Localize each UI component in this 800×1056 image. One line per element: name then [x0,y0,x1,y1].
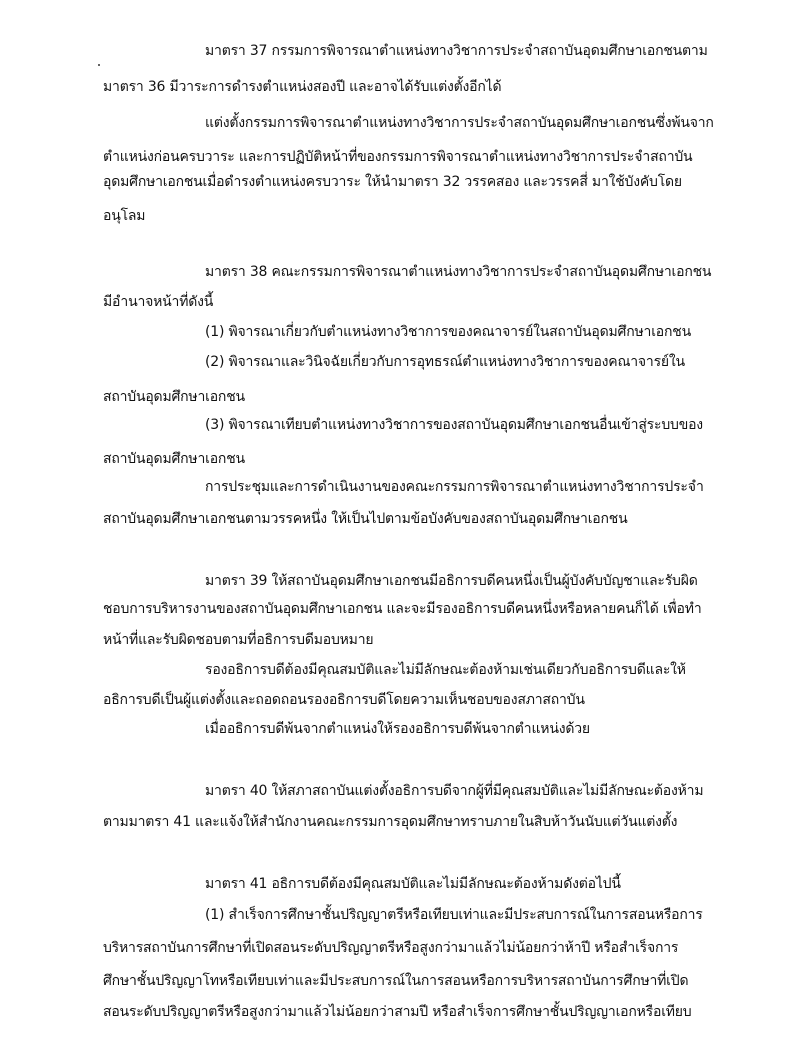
section-41-item-1-line-4: สอนระดับปริญญาตรีหรือสูงกว่ามาแล้วไม่น้อยกว่าสามปี หรือสำเร็จการศึกษาชั้นปริญญาเอกหรือเทียบ [103,1004,692,1020]
section-41-item-1-line-3: ศึกษาชั้นปริญญาโทหรือเทียบเท่าและมีประสบการณ์ในการสอนหรือการบริหารสถาบันการศึกษาที่เปิด [103,973,689,989]
section-37-line-1: มาตรา 37 กรรมการพิจารณาตำแหน่งทางวิชาการประจำสถาบันอุดมศึกษาเอกชนตาม [205,43,708,59]
section-38-para-2-line-1: การประชุมและการดำเนินงานของคณะกรรมการพิจารณาตำแหน่งทางวิชาการประจำ [205,479,704,495]
section-38-item-1: (1) พิจารณาเกี่ยวกับตำแหน่งทางวิชาการของคณาจารย์ในสถาบันอุดมศึกษาเอกชน [205,324,691,340]
section-39-line-2: ชอบการบริหารงานของสถาบันอุดมศึกษาเอกชน และจะมีรองอธิการบดีคนหนึ่งหรือหลายคนก็ได้ เพื่อทำ [103,601,702,617]
section-38-line-1: มาตรา 38 คณะกรรมการพิจารณาตำแหน่งทางวิชาการประจำสถาบันอุดมศึกษาเอกชน [205,264,712,280]
section-39-line-5: อธิการบดีเป็นผู้แต่งตั้งและถอดถอนรองอธิการบดีโดยความเห็นชอบของสภาสถาบัน [103,692,585,708]
section-39-line-6: เมื่ออธิการบดีพ้นจากตำแหน่งให้รองอธิการบดีพ้นจากตำแหน่งด้วย [205,721,590,737]
section-40-line-1: มาตรา 40 ให้สภาสถาบันแต่งตั้งอธิการบดีจากผู้ที่มีคุณสมบัติและไม่มีลักษณะต้องห้าม [205,783,704,799]
section-38-item-2-line-2: สถาบันอุดมศึกษาเอกชน [103,389,245,405]
section-37-line-6: อนุโลม [103,208,146,224]
section-38-item-3-line-2: สถาบันอุดมศึกษาเอกชน [103,451,245,467]
section-37-line-5: อุดมศึกษาเอกชนเมื่อดำรงตำแหน่งครบวาระ ให้นำมาตรา 32 วรรคสอง และวรรคสี่ มาใช้บังคับโดย [103,174,682,190]
section-41-item-1-line-1: (1) สำเร็จการศึกษาชั้นปริญญาตรีหรือเทียบเท่าและมีประสบการณ์ในการสอนหรือการ [205,907,703,923]
scan-speck [98,64,100,66]
section-39-line-3: หน้าที่และรับผิดชอบตามที่อธิการบดีมอบหมาย [103,632,374,648]
section-37-line-4: ตำแหน่งก่อนครบวาระ และการปฏิบัติหน้าที่ของกรรมการพิจารณาตำแหน่งทางวิชาการประจำสถาบัน [103,149,693,165]
section-41-item-1-line-2: บริหารสถาบันการศึกษาที่เปิดสอนระดับปริญญาตรีหรือสูงกว่ามาแล้วไม่น้อยกว่าห้าปี หรือสำเร็จการ [103,940,679,956]
section-37-line-3: แต่งตั้งกรรมการพิจารณาตำแหน่งทางวิชาการประจำสถาบันอุดมศึกษาเอกชนซึ่งพ้นจาก [205,115,714,131]
section-41-line-1: มาตรา 41 อธิการบดีต้องมีคุณสมบัติและไม่มีลักษณะต้องห้ามดังต่อไปนี้ [205,876,621,892]
section-38-item-2-line-1: (2) พิจารณาและวินิจฉัยเกี่ยวกับการอุทธรณ์ตำแหน่งทางวิชาการของคณาจารย์ใน [205,354,685,370]
section-38-line-2: มีอำนาจหน้าที่ดังนี้ [103,294,214,310]
section-38-para-2-line-2: สถาบันอุดมศึกษาเอกชนตามวรรคหนึ่ง ให้เป็นไปตามข้อบังคับของสถาบันอุดมศึกษาเอกชน [103,511,628,527]
section-39-line-1: มาตรา 39 ให้สถาบันอุดมศึกษาเอกชนมีอธิการบดีคนหนึ่งเป็นผู้บังคับบัญชาและรับผิด [205,573,698,589]
section-39-line-4: รองอธิการบดีต้องมีคุณสมบัติและไม่มีลักษณะต้องห้ามเช่นเดียวกับอธิการบดีและให้ [205,662,686,678]
section-40-line-2: ตามมาตรา 41 และแจ้งให้สำนักงานคณะกรรมการอุดมศึกษาทราบภายในสิบห้าวันนับแต่วันแต่งตั้ง [103,814,678,830]
section-38-item-3-line-1: (3) พิจารณาเทียบตำแหน่งทางวิชาการของสถาบันอุดมศึกษาเอกชนอื่นเข้าสู่ระบบของ [205,417,703,433]
section-37-line-2: มาตรา 36 มีวาระการดำรงตำแหน่งสองปี และอาจได้รับแต่งตั้งอีกได้ [103,79,502,95]
